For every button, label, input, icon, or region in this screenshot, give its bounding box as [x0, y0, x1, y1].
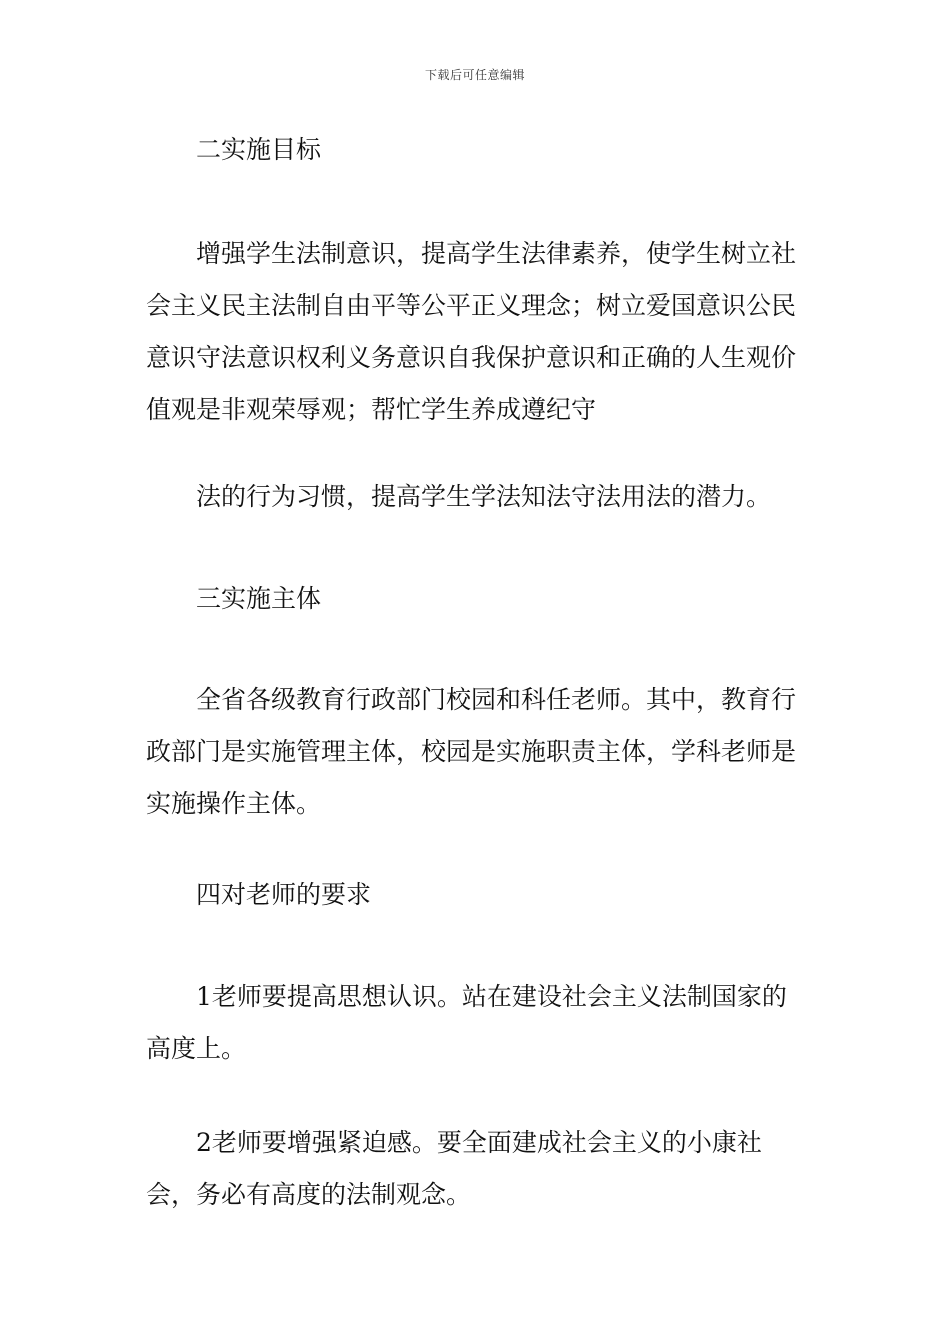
- subject-paragraph: 全省各级教育行政部门校园和科任老师。其中，教育行政部门是实施管理主体，校园是实施职责主体，学科老师是实施操作主体。: [146, 685, 797, 818]
- header-note: 下载后可任意编辑: [424, 68, 525, 82]
- section-heading-teacher: 四对老师的要求: [196, 880, 372, 909]
- teacher-requirement-1: 1老师要提高思想认识。站在建设社会主义法制国家的高度上。: [146, 982, 787, 1063]
- goal-paragraph-continued: 法的行为习惯，提高学生学法知法守法用法的潜力。: [196, 482, 772, 511]
- section-heading-subject: 三实施主体: [196, 584, 322, 613]
- teacher-requirement-2: 2老师要增强紧迫感。要全面建成社会主义的小康社会，务必有高度的法制观念。: [146, 1128, 762, 1209]
- section-heading-goal: 二实施目标: [196, 135, 322, 164]
- goal-paragraph: 增强学生法制意识，提高学生法律素养，使学生树立社会主义民主法制自由平等公平正义理念；树立爱国意识公民意识守法意识权利义务意识自我保护意识和正确的人生观价值观是非观荣辱观；帮忙学生养成遵纪守: [146, 239, 797, 424]
